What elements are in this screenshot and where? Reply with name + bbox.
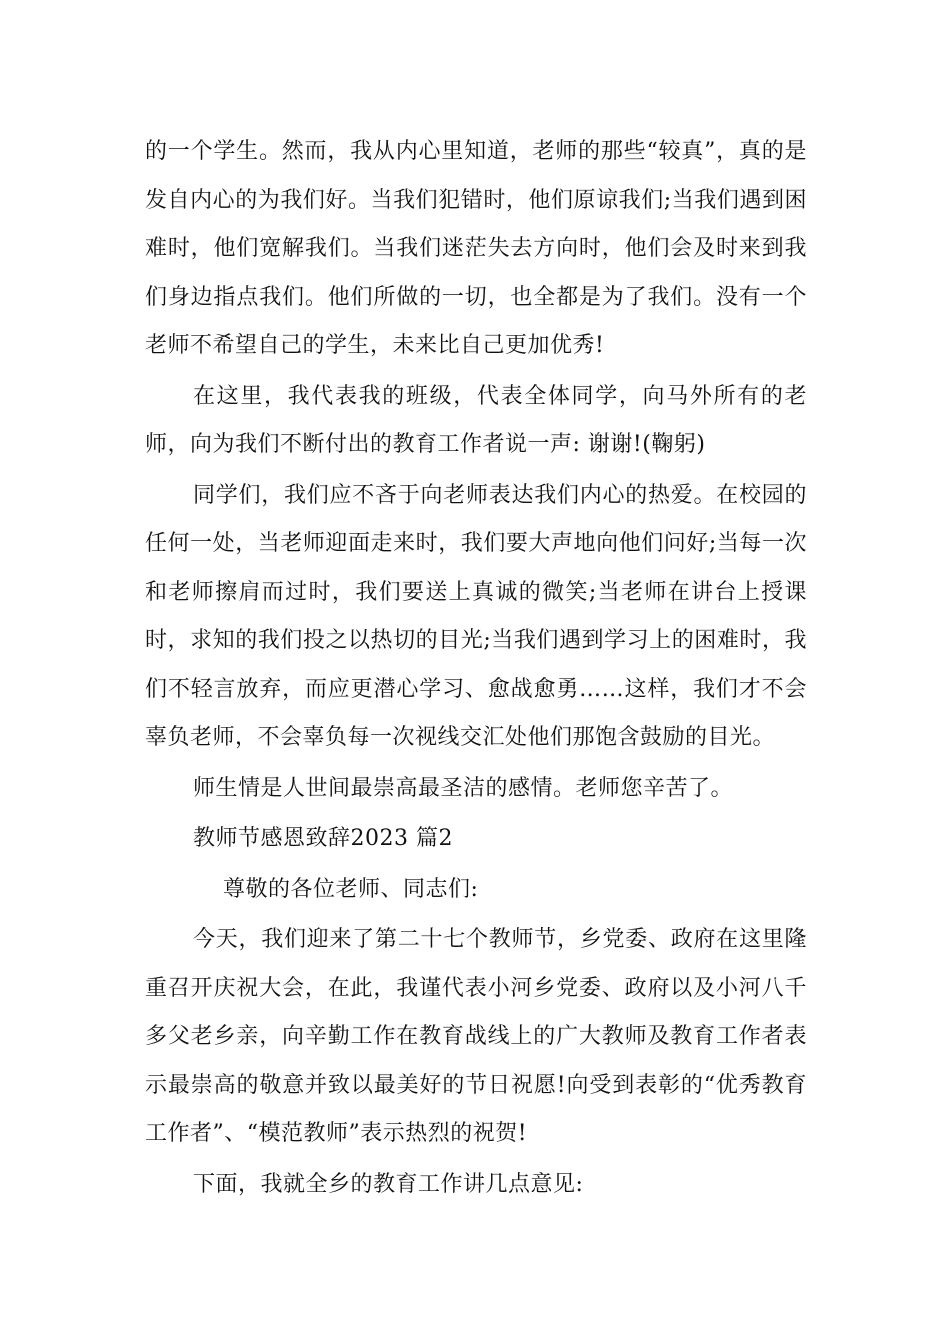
paragraph-agenda: 下面，我就全乡的教育工作讲几点意见: bbox=[193, 1171, 584, 1197]
paragraph-opening: 今天，我们迎来了第二十七个教师节，乡党委、政府在这里隆重召开庆祝大会，在此，我谨代表小河乡党委、政府以及小河八千多父老乡亲，向辛勤工作在教育战线上的广大教师及教育工作者表示最崇高的敬意并致以最美好的节日祝愿!向受到表彰的“优秀教育工作者”、“模范教师”表示热烈的祝贺! bbox=[145, 927, 807, 1146]
salutation: 尊敬的各位老师、同志们: bbox=[223, 876, 479, 902]
paragraph-continuation: 的一个学生。然而，我从内心里知道，老师的那些“较真”，真的是发自内心的为我们好。当我们犯错时，他们原谅我们;当我们遇到困难时，他们宽解我们。当我们迷茫失去方向时，他们会及时来到我们身边指点我们。他们所做的一切，也全都是为了我们。没有一个老师不希望自己的学生，未来比自己更加优秀! bbox=[145, 139, 807, 358]
document-body bbox=[145, 128, 807, 1209]
section-heading: 教师节感恩致辞2023 篇2 bbox=[193, 826, 453, 851]
paragraph-thanks: 在这里，我代表我的班级，代表全体同学，向马外所有的老师，向为我们不断付出的教育工作者说一声: 谢谢!(鞠躬) bbox=[145, 383, 807, 457]
paragraph-closing: 师生情是人世间最崇高最圣洁的感情。老师您辛苦了。 bbox=[193, 775, 734, 801]
paragraph-students: 同学们，我们应不吝于向老师表达我们内心的热爱。在校园的任何一处，当老师迎面走来时，我们要大声地向他们问好;当每一次和老师擦肩而过时，我们要送上真诚的微笑;当老师在讲台上授课时，求知的我们投之以热切的目光;当我们遇到学习上的困难时，我们不轻言放弃，而应更潜心学习、愈战愈勇……这样，我们才不会辜负老师，不会辜负每一次视线交汇处他们那饱含鼓励的目光。 bbox=[145, 482, 807, 750]
